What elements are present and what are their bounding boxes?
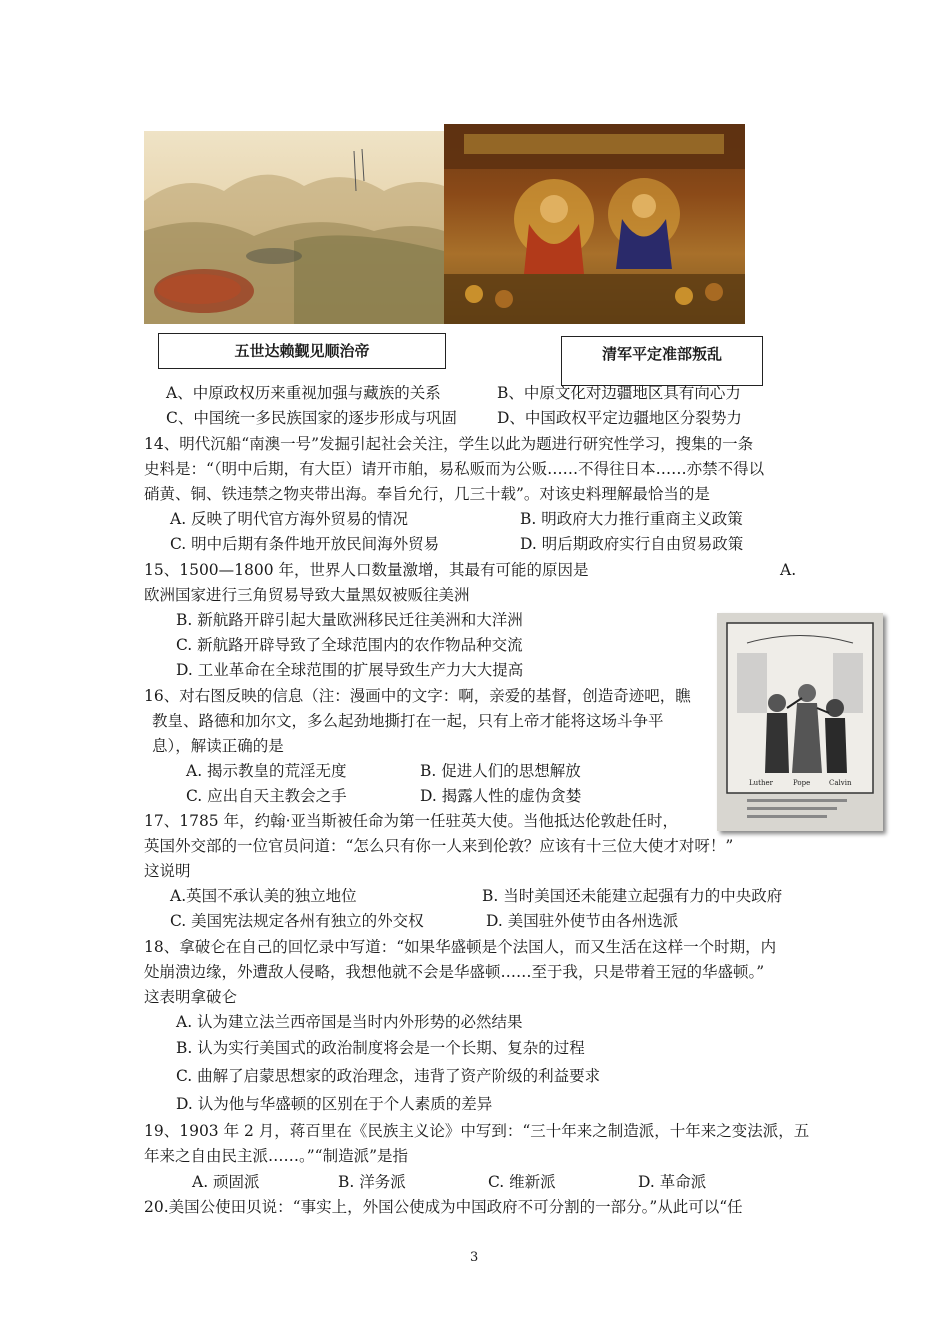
q19-option-d: D. 革命派 — [638, 1173, 707, 1191]
q17-option-a: A.英国不承认美的独立地位 — [170, 887, 357, 905]
q16-stem-line2: 教皇、路德和加尔文，多么起劲地撕打在一起，只有上帝才能将这场斗争平 — [152, 712, 664, 730]
q17-option-c: C. 美国宪法规定各州有独立的外交权 — [170, 912, 424, 930]
left-image-caption: 五世达赖觐见顺治帝 — [158, 333, 446, 369]
q19-stem-line2: 年来之自由民主派……。”“制造派”是指 — [144, 1147, 409, 1165]
q14-option-d: D. 明后期政府实行自由贸易政策 — [520, 535, 744, 553]
q13-option-d: D、中国政权平定边疆地区分裂势力 — [497, 409, 742, 427]
q16-stem-line3: 息），解读正确的是 — [152, 737, 284, 755]
q16-option-a: A. 揭示教皇的荒淫无度 — [186, 762, 347, 780]
q15-option-d: D. 工业革命在全球范围的扩展导致生产力大大提高 — [176, 661, 524, 679]
q19-option-b: B. 洋务派 — [338, 1173, 406, 1191]
q18-option-b: B. 认为实行美国式的政治制度将会是一个长期、复杂的过程 — [176, 1039, 585, 1057]
q18-stem-line3: 这表明拿破仑 — [144, 988, 238, 1006]
q14-option-a: A. 反映了明代官方海外贸易的情况 — [170, 510, 409, 528]
q17-stem-line3: 这说明 — [144, 862, 191, 880]
cartoon-label-calvin: Calvin — [829, 779, 852, 787]
painting-battle-landscape — [144, 131, 444, 324]
q19-option-a: A. 顽固派 — [192, 1173, 260, 1191]
q18-option-c: C. 曲解了启蒙思想家的政治理念，违背了资产阶级的利益要求 — [176, 1067, 601, 1085]
q19-stem-line1: 19、1903 年 2 月，蒋百里在《民族主义论》中写到：“三十年来之制造派，十年来之变法派，五 — [144, 1122, 810, 1140]
q17-option-d: D. 美国驻外使节由各州选派 — [486, 912, 679, 930]
q20-stem-line1: 20.美国公使田贝说：“事实上，外国公使成为中国政府不可分割的一部分。”从此可以“任 — [144, 1198, 743, 1216]
q15-option-c: C. 新航路开辟导致了全球范围内的农作物品种交流 — [176, 636, 523, 654]
q18-stem-line1: 18、拿破仑在自己的回忆录中写道：“如果华盛顿是个法国人，而又生活在这样一个时期，内 — [144, 938, 777, 956]
right-image-caption: 清军平定准部叛乱 — [561, 336, 763, 386]
q14-option-c: C. 明中后期有条件地开放民间海外贸易 — [170, 535, 440, 553]
painting-image — [444, 124, 745, 324]
q17-stem-line2: 英国外交部的一位官员问道：“怎么只有你一人来到伦敦？应该有十三位大使才对呀！” — [144, 837, 734, 855]
q13-option-b: B、中原文化对边疆地区具有向心力 — [497, 384, 741, 402]
cartoon-label-pope: Pope — [793, 779, 811, 787]
q14-stem-line2: 史料是：“（明中后期，有大臣）请开市舶，易私贩而为公贩……不得往日本……亦禁不得以 — [144, 460, 765, 478]
q18-option-d: D. 认为他与华盛顿的区别在于个人素质的差异 — [176, 1095, 493, 1113]
q15-option-a-prefix: A. — [780, 561, 797, 579]
q13-option-c: C、中国统一多民族国家的逐步形成与巩固 — [166, 409, 457, 427]
q16-option-c: C. 应出自天主教会之手 — [186, 787, 347, 805]
q16-option-d: D. 揭露人性的虚伪贪婪 — [420, 787, 582, 805]
painting-image — [144, 131, 444, 324]
q16-stem-line1: 16、对右图反映的信息（注：漫画中的文字：啊，亲爱的基督，创造奇迹吧，瞧 — [144, 687, 691, 705]
q15-option-b: B. 新航路开辟引起大量欧洲移民迁往美洲和大洋洲 — [176, 611, 523, 629]
q17-option-b: B. 当时美国还未能建立起强有力的中央政府 — [482, 887, 783, 905]
reformation-cartoon — [717, 613, 883, 831]
cartoon-image — [717, 613, 883, 831]
q15-stem: 15、1500—1800 年，世界人口数量激增，其最有可能的原因是 — [144, 561, 589, 579]
q19-option-c: C. 维新派 — [488, 1173, 556, 1191]
q14-stem-line1: 14、明代沉船“南澳一号”发掘引起社会关注，学生以此为题进行研究性学习，搜集的一条 — [144, 435, 754, 453]
q15-option-a: 欧洲国家进行三角贸易导致大量黑奴被贩往美洲 — [144, 586, 470, 604]
page-number: 3 — [470, 1250, 479, 1265]
q13-option-a: A、中原政权历来重视加强与藏族的关系 — [166, 384, 441, 402]
q16-option-b: B. 促进人们的思想解放 — [420, 762, 581, 780]
cartoon-label-luther: Luther — [749, 779, 773, 787]
q14-option-b: B. 明政府大力推行重商主义政策 — [520, 510, 743, 528]
q18-option-a: A. 认为建立法兰西帝国是当时内外形势的必然结果 — [176, 1013, 523, 1031]
painting-dalai-lama-audience — [444, 124, 745, 324]
q17-stem-line1: 17、1785 年，约翰·亚当斯被任命为第一任驻英大使。当他抵达伦敦赴任时， — [144, 812, 679, 830]
q14-stem-line3: 硝黄、铜、铁违禁之物夹带出海。奉旨允行，几三十载”。对该史料理解最恰当的是 — [144, 485, 710, 503]
q18-stem-line2: 处崩溃边缘，外遭敌人侵略，我想他就不会是华盛顿……至于我，只是带着王冠的华盛顿。” — [144, 963, 765, 981]
